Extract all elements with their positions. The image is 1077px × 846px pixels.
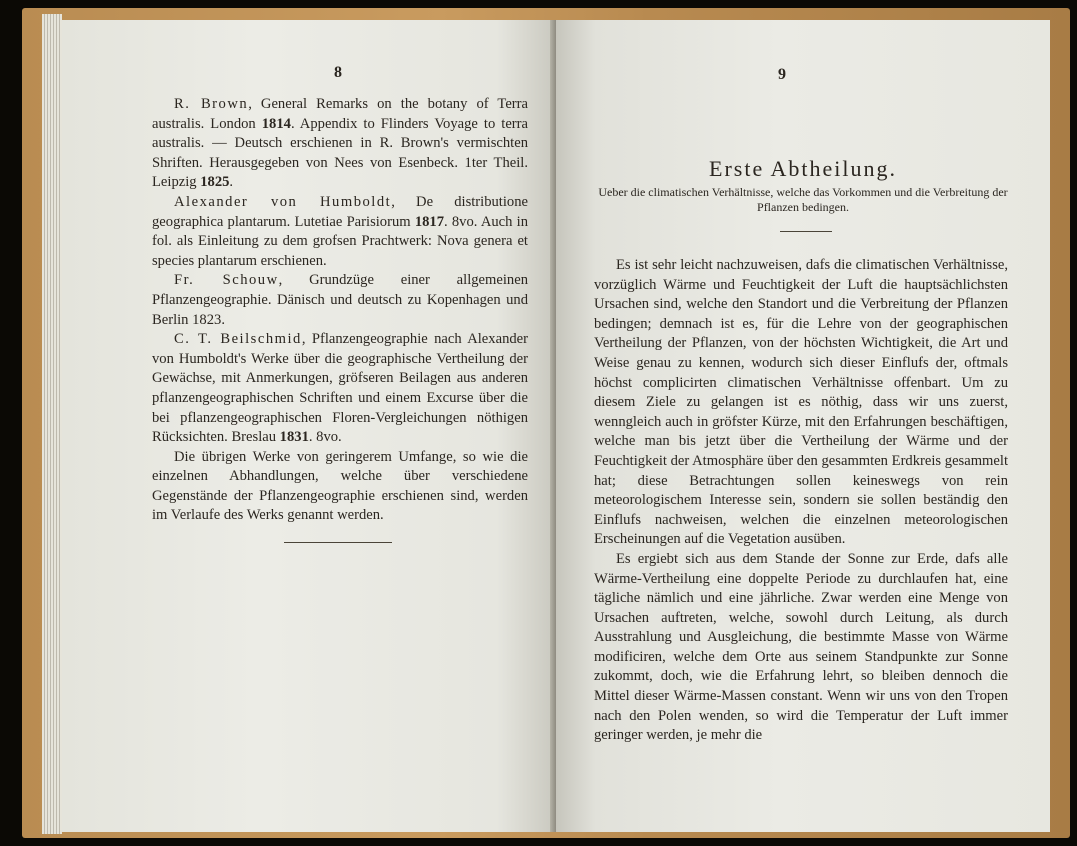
- page-number-left: 8: [334, 64, 342, 81]
- bibliography-entry: C. T. Beilschmid, Pflanzengeographie nach Alexander von Humboldt's Werke über die geographische Vertheilung der Gewächse, mit Anmerkungen, gröfseren Beilagen aus anderen pflanzengeographischen Schriften und einem Excurse über die bei pflanzengeographischen Floren-Vergleichungen nöthigen Rücksichten. Breslau 1831. 8vo.: [152, 331, 528, 446]
- chapter-heading: Erste Abtheilung.: [709, 156, 897, 181]
- page-number-right: 9: [778, 66, 786, 83]
- bibliography-entry: R. Brown, General Remarks on the botany of Terra australis. London 1814. Appendix to Flinders Voyage to terra australis. — Deutsch erschienen in R. Brown's vermischten Shriften. Herausgegeben von Nees von Esenbeck. 1ter Theil. Leipzig 1825.: [152, 96, 529, 191]
- bibliography-entry: Alexander von Humboldt, De distributione geographica plantarum. Lutetiae Parisiorum 1817. 8vo. Auch in fol. als Einleitung zu dem grofsen Prachtwerk: Nova genera et species plantarum erschienen.: [152, 193, 528, 269]
- body-paragraph: Es ergiebt sich aus dem Stande der Sonne zur Erde, dafs alle Wärme-Vertheilung eine doppelte Periode zu durchlaufen hat, eine tägliche nämlich und eine jährliche. Zwar werden eine Menge von Ursachen auftreten, welche, sowohl durch Leitung, als durch Ausstrahlung und Ausgleichung, die bestimmte Masse von Wärme modificiren, welche dem Orte aus seinem Standpunkte zur Sonne zukommt, doch, wie die Erfahrung lehrt, so bleiben dennoch die Mittel dieser Wärme-Massen constant. Wenn wir uns von den Tropen nach den Polen wenden, so wird die Temperatur der Luft immer geringer werden, je mehr die: [594, 550, 1008, 744]
- page-edges: [42, 14, 62, 834]
- body-text: [594, 256, 1008, 746]
- closing-paragraph: Die übrigen Werke von geringerem Umfange, so wie die einzelnen Abhandlungen, welche über verschiedene Gegenstände der Pflanzengeographie erschienen sind, werden im Verlaufe des Werks genannt werden.: [152, 448, 528, 524]
- right-page: [556, 20, 1050, 832]
- bibliography-list: [152, 95, 528, 526]
- left-page: [62, 20, 556, 832]
- chapter-subheading: Ueber die climatischen Verhältnisse, welche das Vorkommen und die Verbreitung der Pflanzen bedingen.: [598, 185, 1008, 214]
- section-divider: [284, 542, 392, 543]
- body-paragraph: Es ist sehr leicht nachzuweisen, dafs die climatischen Verhältnisse, vorzüglich Wärme und Feuchtigkeit der Luft die hauptsächlichsten Ursachen sind, welche den Standort und die Verbreitung der Pflanzen bedingen; demnach ist es, für die Lehre von der geographischen Vertheilung der Pflanzen, von der höchsten Wichtigkeit, die Art und Weise genau zu kennen, wodurch sich dieser Einflufs der, oftmals höchst complicirten climatischen Verhältnisse offenbart. Um zu diesem Ziele zu gelangen ist es nöthig, dass wir uns zuerst, wenngleich auch in gröfster Kürze, mit den Erfahrungen beschäftigen, welche man bis jetzt über die Vertheilung der Wärme und der Feuchtigkeit der Atmosphäre über den gesammten Erdkreis gesammelt hat; diese Betrachtungen sollen keineswegs von rein meteorologischem Interesse sein, sondern sie sollen beständig den Einflufs nachweisen, welchen die einzelnen meteorologischen Erscheinungen auf die Vegetation ausüben.: [594, 257, 1008, 548]
- heading-divider: [780, 231, 832, 232]
- bibliography-entry: Fr. Schouw, Grundzüge einer allgemeinen Pflanzengeographie. Dänisch und deutsch zu Kopenhagen und Berlin 1823.: [152, 272, 528, 328]
